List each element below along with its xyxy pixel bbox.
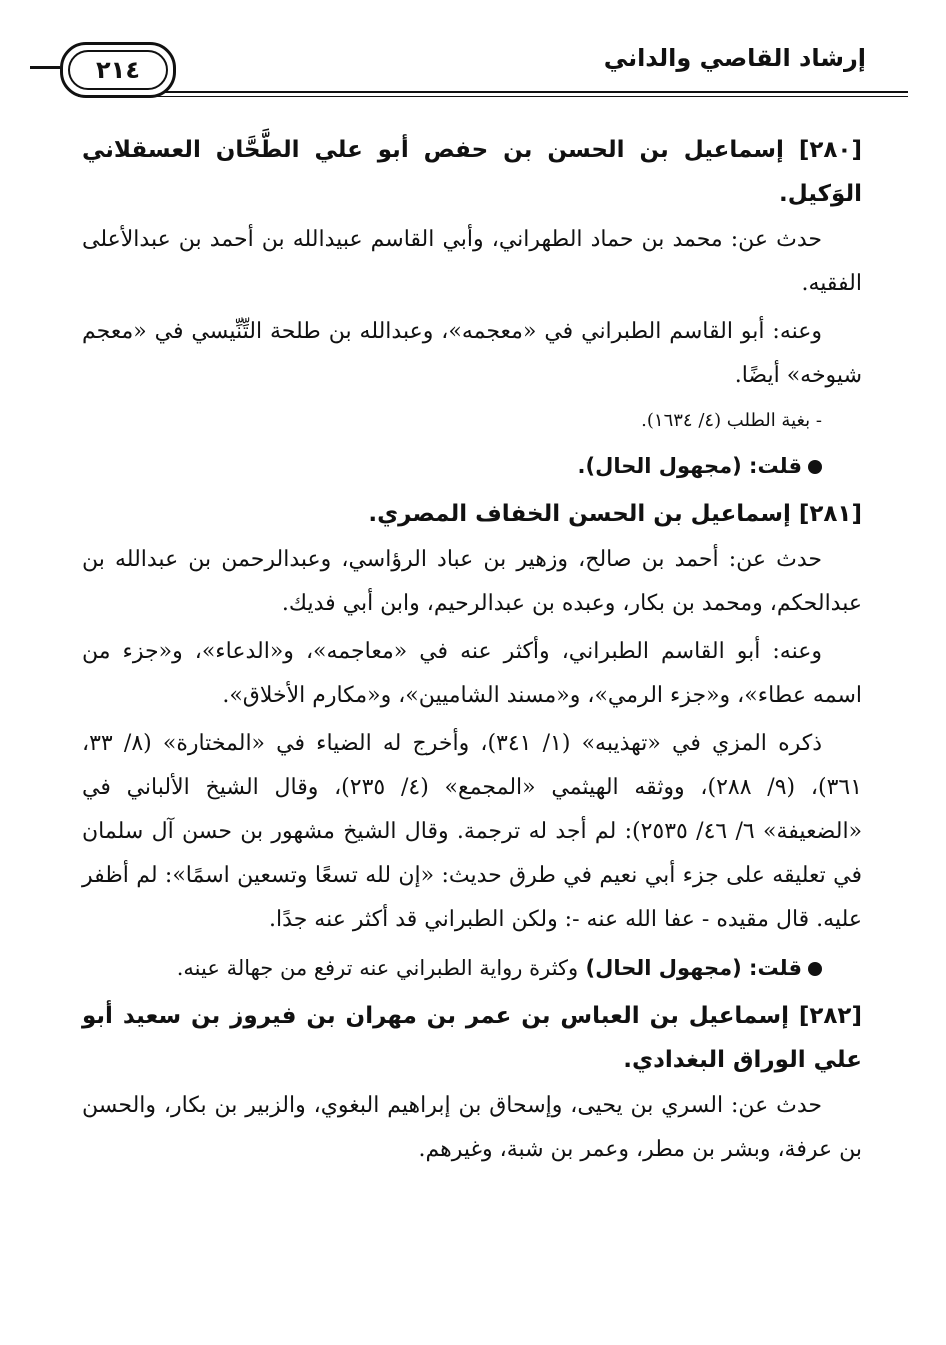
source-reference: - بغية الطلب (٤/ ١٦٣٤).: [641, 410, 822, 431]
entry-heading: [٢٨٢] إسماعيل بن العباس بن عمر بن مهران بن فيروز بن سعيد أبو علي الوراق البغدادي.: [82, 1003, 862, 1073]
verdict-note: [82, 946, 862, 990]
verdict-label: قلت:: [749, 454, 802, 478]
entry-heading: [٢٨١] إسماعيل بن الحسن الخفاف المصري.: [368, 501, 862, 527]
narrated-from-paragraph: حدث عن: أحمد بن صالح، وزهير بن عباد الرؤاسي، وعبدالرحمن بن عبدالله بن عبدالحكم، ومحمد بن بكار، وعبده بن عبدالرحيم، وابن أبي فديك.: [82, 547, 862, 616]
verdict-note: [82, 444, 862, 488]
narrators-paragraph: وعنه: أبو القاسم الطبراني، وأكثر عنه في «معاجمه»، و«الدعاء»، و«جزء من اسمه عطاء»، و«جزء الرمي»، و«مسند الشاميين»، و«مكارم الأخلاق».: [82, 639, 862, 708]
page-body: [82, 128, 862, 1176]
header-rule-thin: [78, 96, 908, 97]
narrated-from-paragraph: حدث عن: السري بن يحيى، وإسحاق بن إبراهيم البغوي، والزبير بن بكار، والحسن بن عرفة، وبشر بن مطر، وعمر بن شبة، وغيرهم.: [82, 1093, 862, 1162]
badge-ornament: [30, 66, 60, 69]
verdict-bold: (مجهول الحال): [585, 956, 742, 980]
verdict-text: (مجهول الحال).: [577, 454, 742, 478]
page-number-badge: [60, 42, 176, 98]
narrated-from-paragraph: حدث عن: محمد بن حماد الطهراني، وأبي القاسم عبيدالله بن أحمد بن عبدالأعلى الفقيه.: [82, 227, 862, 296]
discussion-paragraph: ذكره المزي في «تهذيبه» (١/ ٣٤١)، وأخرج له الضياء في «المختارة» (٨/ ٣٣، ٣٦١)، (٩/ ٢٨٨)، ووثقه الهيثمي «المجمع» (٤/ ٢٣٥)، وقال الشيخ الألباني في «الضعيفة» ٦/ ٤٦/ ٢٥٣٥): لم أجد له ترجمة. وقال الشيخ مشهور بن حسن آل سلمان في تعليقه على جزء أبي نعيم في طرق حديث: «إن لله تسعًا وتسعين اسمًا»: لم أظفر عليه. قال مقيده - عفا الله عنه -: ولكن الطبراني قد أكثر عنه جدًا.: [82, 731, 863, 932]
entry-heading: [٢٨٠] إسماعيل بن الحسن بن حفص أبو علي الطَّحَّان العسقلاني الوَكيل.: [82, 137, 862, 207]
verdict-label: قلت:: [749, 956, 802, 980]
running-header-title: إرشاد القاصي والداني: [603, 44, 866, 72]
bullet-icon: [808, 962, 822, 976]
header-rule: [78, 91, 908, 93]
page-number: ٢١٤: [68, 50, 168, 90]
bullet-icon: [808, 460, 822, 474]
verdict-text: وكثرة رواية الطبراني عنه ترفع من جهالة عينه.: [176, 956, 579, 980]
narrators-paragraph: وعنه: أبو القاسم الطبراني في «معجمه»، وعبدالله بن طلحة التِّنِّيسي في «معجم شيوخه» أيضًا.: [82, 319, 862, 388]
